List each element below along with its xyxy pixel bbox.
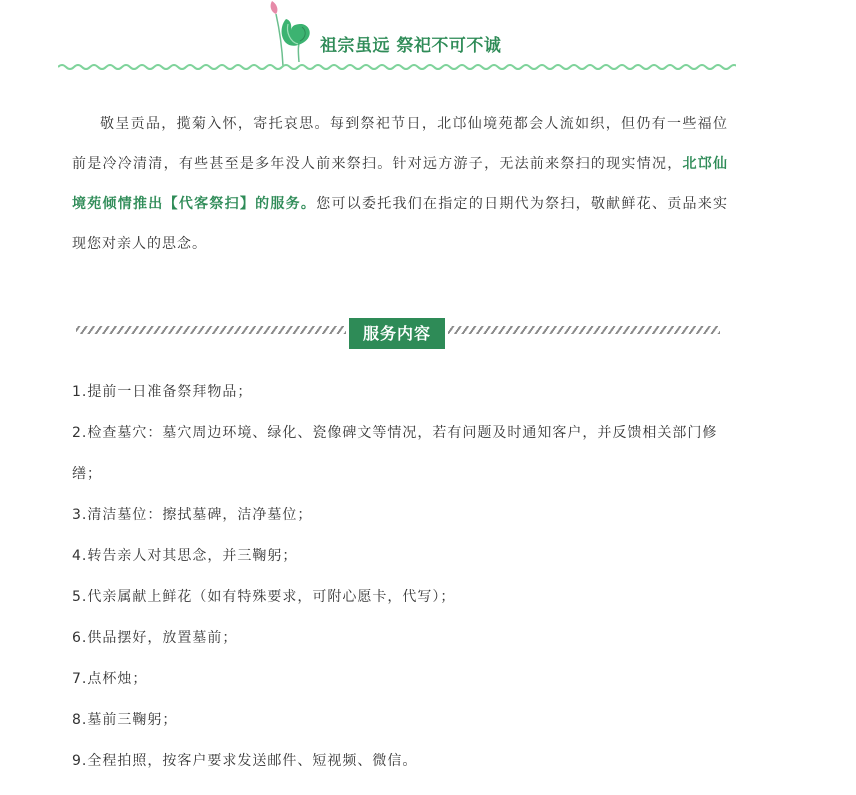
list-item: 1.提前一日准备祭拜物品；: [72, 384, 253, 400]
intro-highlight: 北邙仙境苑倾情推出【代客祭扫】的服务。: [72, 156, 729, 212]
hatch-divider-right: [448, 326, 720, 334]
service-list: [72, 372, 732, 782]
list-item: 5.代亲属献上鲜花（如有特殊要求，可附心愿卡，代写）；: [72, 589, 456, 605]
header-banner: [0, 0, 856, 80]
list-item: 9.全程拍照，按客户要求发送邮件、短视频、微信。: [72, 753, 418, 769]
list-item: 4.转告亲人对其思念，并三鞠躬；: [72, 548, 298, 564]
intro-text-1: 敬呈贡品，揽菊入怀，寄托哀思。每到祭祀节日，北邙仙境苑都会人流如织，但仍有一些福位前是冷冷清清，有些甚至是多年没人前来祭扫。针对远方游子，无法前来祭扫的现实情况，: [72, 116, 728, 172]
intro-text-2: 您可以委托我们在指定的日期代为祭扫，敬献鲜花、贡品来实现您对亲人的思念。: [72, 196, 729, 252]
hatch-divider-left: [76, 326, 346, 334]
intro-paragraph: [72, 104, 728, 264]
list-item: 2.检查墓穴：墓穴周边环境、绿化、瓷像碑文等情况，若有问题及时通知客户，并反馈相关部门修缮；: [72, 425, 718, 482]
list-item: 6.供品摆好，放置墓前；: [72, 630, 238, 646]
page-title: 祖宗虽远 祭祀不可不诚: [320, 36, 502, 56]
lotus-leaf-icon: [262, 0, 322, 68]
list-item: 7.点杯烛；: [72, 671, 148, 687]
list-item: 8.墓前三鞠躬；: [72, 712, 178, 728]
section-header: [76, 318, 720, 348]
wave-divider: [58, 62, 736, 72]
list-item: 3.清洁墓位：擦拭墓碑，洁净墓位；: [72, 507, 313, 523]
section-title: 服务内容: [349, 318, 445, 349]
